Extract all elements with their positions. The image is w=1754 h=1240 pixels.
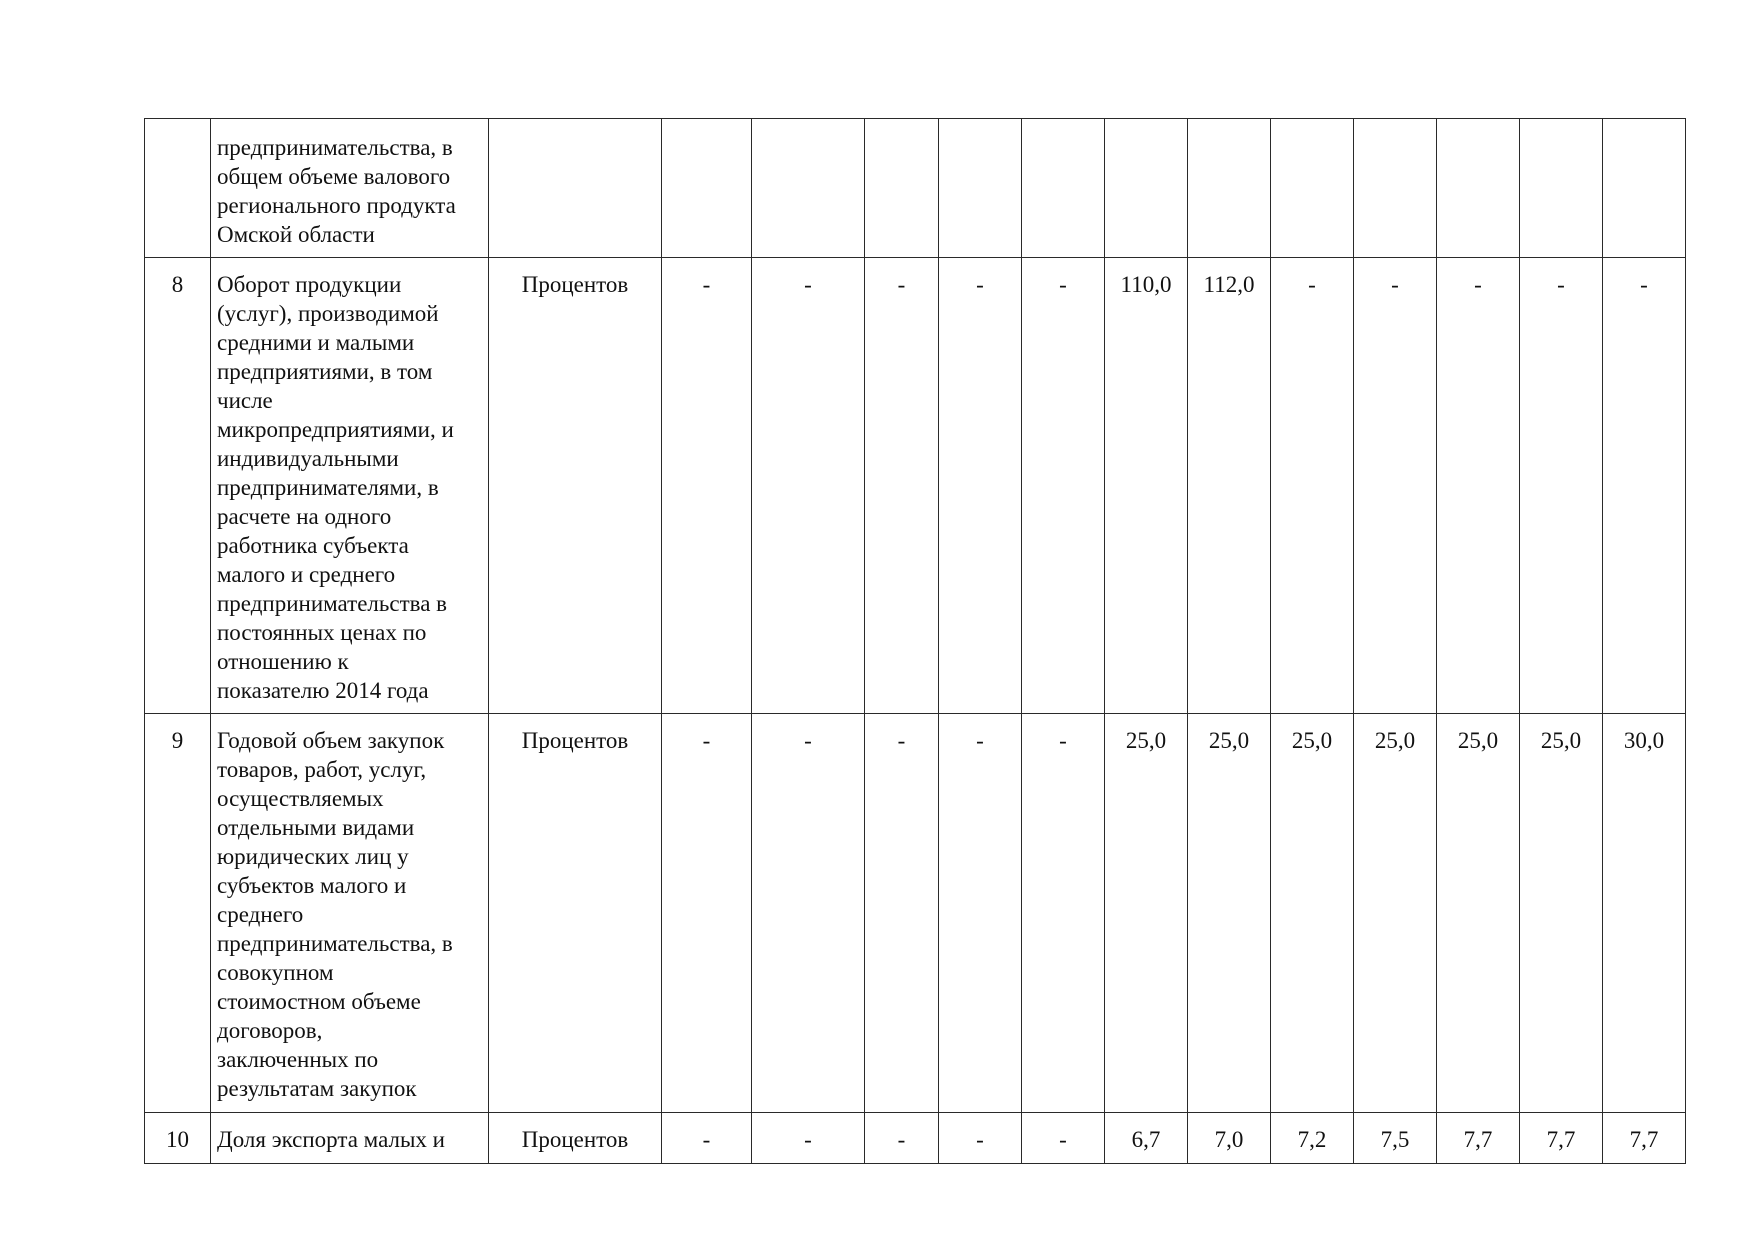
value-cell (1022, 119, 1105, 258)
row-number-cell (145, 119, 211, 258)
indicators-table (144, 118, 1754, 1164)
value-cell: - (865, 258, 939, 714)
value-cell (865, 119, 939, 258)
value-cell: 112,0 (1188, 258, 1271, 714)
row-number-cell: 8 (145, 258, 211, 714)
value-cell: 7,7 (1437, 1113, 1520, 1164)
value-cell: - (1271, 258, 1354, 714)
unit-cell: Процентов (489, 714, 662, 1113)
value-cell: 7,2 (1271, 1113, 1354, 1164)
value-cell: 25,0 (1188, 714, 1271, 1113)
value-cell: - (939, 1113, 1022, 1164)
row-number-cell: 9 (145, 714, 211, 1113)
value-cell: - (1022, 714, 1105, 1113)
value-cell (1188, 119, 1271, 258)
value-cell: - (662, 1113, 752, 1164)
value-cell: - (939, 258, 1022, 714)
value-cell: - (865, 1113, 939, 1164)
value-cell (1271, 119, 1354, 258)
indicator-name-cell: предпринимательства, в общем объеме валового регионального продукта Омской области (211, 119, 489, 258)
indicator-name-cell: Годовой объем закупок товаров, работ, услуг, осуществляемых отдельными видами юридических лиц у субъектов малого и среднего предпринимательства, в совокупном стоимостном объеме договоров, заключенных по результатам закупок (211, 714, 489, 1113)
value-cell: - (1437, 258, 1520, 714)
value-cell: - (1354, 258, 1437, 714)
table-row (145, 1113, 1754, 1164)
value-cell: - (752, 1113, 865, 1164)
value-cell: 6,7 (1105, 1113, 1188, 1164)
value-cell: - (752, 258, 865, 714)
value-cell: - (1520, 258, 1603, 714)
value-cell: - (752, 714, 865, 1113)
value-cell: - (1603, 258, 1686, 714)
value-cell (1520, 119, 1603, 258)
value-cell: 7,5 (1354, 1113, 1437, 1164)
value-cell (1105, 119, 1188, 258)
indicator-name-cell: Оборот продукции (услуг), производимой средними и малыми предприятиями, в том числе микропредприятиями, и индивидуальными предпринимателями, в расчете на одного работника субъекта малого и среднего предпринимательства в постоянных ценах по отношению к показателю 2014 года (211, 258, 489, 714)
table-row (145, 119, 1754, 258)
value-cell (662, 119, 752, 258)
value-cell: 25,0 (1354, 714, 1437, 1113)
value-cell: - (662, 714, 752, 1113)
table-row (145, 714, 1754, 1113)
value-cell (1603, 119, 1686, 258)
indicator-name-cell: Доля экспорта малых и (211, 1113, 489, 1164)
value-cell (939, 119, 1022, 258)
unit-cell (489, 119, 662, 258)
row-number-cell: 10 (145, 1113, 211, 1164)
value-cell: 7,0 (1188, 1113, 1271, 1164)
table-body (145, 119, 1754, 1164)
value-cell (1354, 119, 1437, 258)
value-cell: 30,0 (1603, 714, 1686, 1113)
value-cell: 25,0 (1437, 714, 1520, 1113)
value-cell: 25,0 (1520, 714, 1603, 1113)
value-cell (752, 119, 865, 258)
value-cell: - (939, 714, 1022, 1113)
value-cell: - (1022, 258, 1105, 714)
table-row (145, 258, 1754, 714)
value-cell: 25,0 (1271, 714, 1354, 1113)
value-cell (1437, 119, 1520, 258)
unit-cell: Процентов (489, 258, 662, 714)
value-cell: - (865, 714, 939, 1113)
value-cell: 25,0 (1105, 714, 1188, 1113)
value-cell: 7,7 (1603, 1113, 1686, 1164)
unit-cell: Процентов (489, 1113, 662, 1164)
value-cell: - (662, 258, 752, 714)
value-cell: 7,7 (1520, 1113, 1603, 1164)
value-cell: 110,0 (1105, 258, 1188, 714)
value-cell: - (1022, 1113, 1105, 1164)
